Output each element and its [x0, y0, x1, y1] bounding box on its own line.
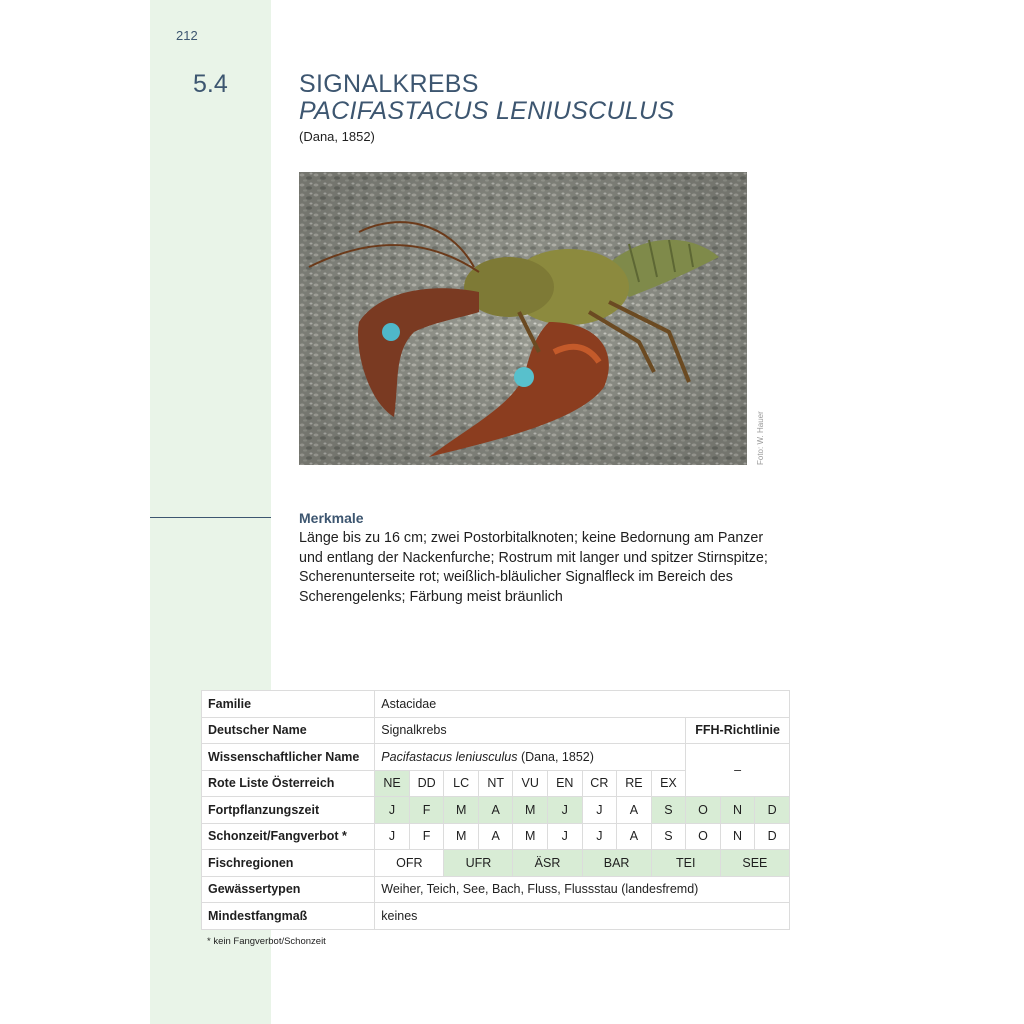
row-mindestfangmass	[202, 903, 790, 930]
row-wiss-name	[202, 744, 790, 771]
schonzeit-month-cell: D	[755, 823, 790, 850]
rote-liste-cell: RE	[617, 770, 652, 797]
fortpflanzung-month-cell: N	[720, 797, 755, 824]
fortpflanzung-month-cell: S	[651, 797, 686, 824]
schonzeit-month-cell: N	[720, 823, 755, 850]
page-subtitle: PACIFASTACUS LENIUSCULUS	[299, 97, 675, 125]
label-deutscher-name: Deutscher Name	[202, 717, 375, 744]
rote-liste-cell: EN	[548, 770, 583, 797]
schonzeit-month-cell: A	[617, 823, 652, 850]
ffh-value: –	[686, 744, 790, 797]
schonzeit-month-cell: F	[409, 823, 444, 850]
rote-liste-cell: VU	[513, 770, 548, 797]
schonzeit-month-cell: J	[375, 823, 410, 850]
fischregion-cell: SEE	[720, 850, 789, 877]
page-title: SIGNALKREBS	[299, 70, 479, 98]
label-rote-liste: Rote Liste Österreich	[202, 770, 375, 797]
value-deutscher-name: Signalkrebs	[375, 717, 686, 744]
rote-liste-cell: DD	[409, 770, 444, 797]
rote-liste-cell: LC	[444, 770, 479, 797]
schonzeit-month-cell: A	[478, 823, 513, 850]
row-fortpflanzung	[202, 797, 790, 824]
fischregion-cell: TEI	[651, 850, 720, 877]
schonzeit-month-cell: M	[444, 823, 479, 850]
fortpflanzung-month-cell: M	[444, 797, 479, 824]
footnote: * kein Fangverbot/Schonzeit	[207, 936, 326, 947]
row-gewaesser	[202, 876, 790, 903]
label-fischregionen: Fischregionen	[202, 850, 375, 877]
row-familie	[202, 691, 790, 718]
wiss-name-italic: Pacifastacus leniusculus	[381, 749, 518, 764]
fischregion-cell: UFR	[444, 850, 513, 877]
rote-liste-cell: CR	[582, 770, 617, 797]
rote-liste-cell: EX	[651, 770, 686, 797]
fischregion-cell: BAR	[582, 850, 651, 877]
photo-credit: Foto: W. Hauer	[756, 411, 765, 465]
fortpflanzung-month-cell: D	[755, 797, 790, 824]
ffh-label: FFH-Richtlinie	[686, 717, 790, 744]
row-schonzeit	[202, 823, 790, 850]
fischregion-cell: OFR	[375, 850, 444, 877]
value-wiss-name	[375, 744, 686, 771]
row-deutscher-name	[202, 717, 790, 744]
wiss-name-author: (Dana, 1852)	[517, 749, 594, 764]
fortpflanzung-month-cell: J	[582, 797, 617, 824]
rote-liste-cell: NE	[375, 770, 410, 797]
fortpflanzung-month-cell: A	[617, 797, 652, 824]
fischregion-cell: ÄSR	[513, 850, 582, 877]
label-mindestfangmass: Mindestfangmaß	[202, 903, 375, 930]
schonzeit-month-cell: S	[651, 823, 686, 850]
schonzeit-month-cell: J	[548, 823, 583, 850]
crayfish-photo	[299, 172, 747, 465]
fortpflanzung-month-cell: O	[686, 797, 721, 824]
label-familie: Familie	[202, 691, 375, 718]
schonzeit-month-cell: O	[686, 823, 721, 850]
species-author: (Dana, 1852)	[299, 129, 375, 144]
schonzeit-month-cell: M	[513, 823, 548, 850]
page-number: 212	[176, 28, 198, 43]
features-text: Länge bis zu 16 cm; zwei Postorbitalknoten; keine Bedornung am Panzer und entlang der Nackenfurche; Rostrum mit langer und spitzer Stirnspitze; Scherenunterseite rot; weißlich-bläulicher Signalfleck im Bereich des Scherengelenks; Färbung meist bräunlich	[299, 530, 768, 606]
rote-liste-cell: NT	[478, 770, 513, 797]
fortpflanzung-month-cell: F	[409, 797, 444, 824]
fortpflanzung-month-cell: A	[478, 797, 513, 824]
value-familie: Astacidae	[375, 691, 790, 718]
label-gewaesser: Gewässertypen	[202, 876, 375, 903]
fortpflanzung-month-cell: J	[548, 797, 583, 824]
value-mindestfangmass: keines	[375, 903, 790, 930]
row-fischregionen	[202, 850, 790, 877]
section-number: 5.4	[193, 70, 228, 98]
schonzeit-month-cell: J	[582, 823, 617, 850]
fortpflanzung-month-cell: M	[513, 797, 548, 824]
fortpflanzung-month-cell: J	[375, 797, 410, 824]
fact-table	[201, 690, 790, 930]
label-wiss-name: Wissenschaftlicher Name	[202, 744, 375, 771]
features-heading: Merkmale	[299, 510, 364, 526]
label-schonzeit: Schonzeit/Fangverbot *	[202, 823, 375, 850]
section-divider	[150, 517, 271, 518]
value-gewaesser: Weiher, Teich, See, Bach, Fluss, Flussstau (landesfremd)	[375, 876, 790, 903]
label-fortpflanzung: Fortpflanzungszeit	[202, 797, 375, 824]
